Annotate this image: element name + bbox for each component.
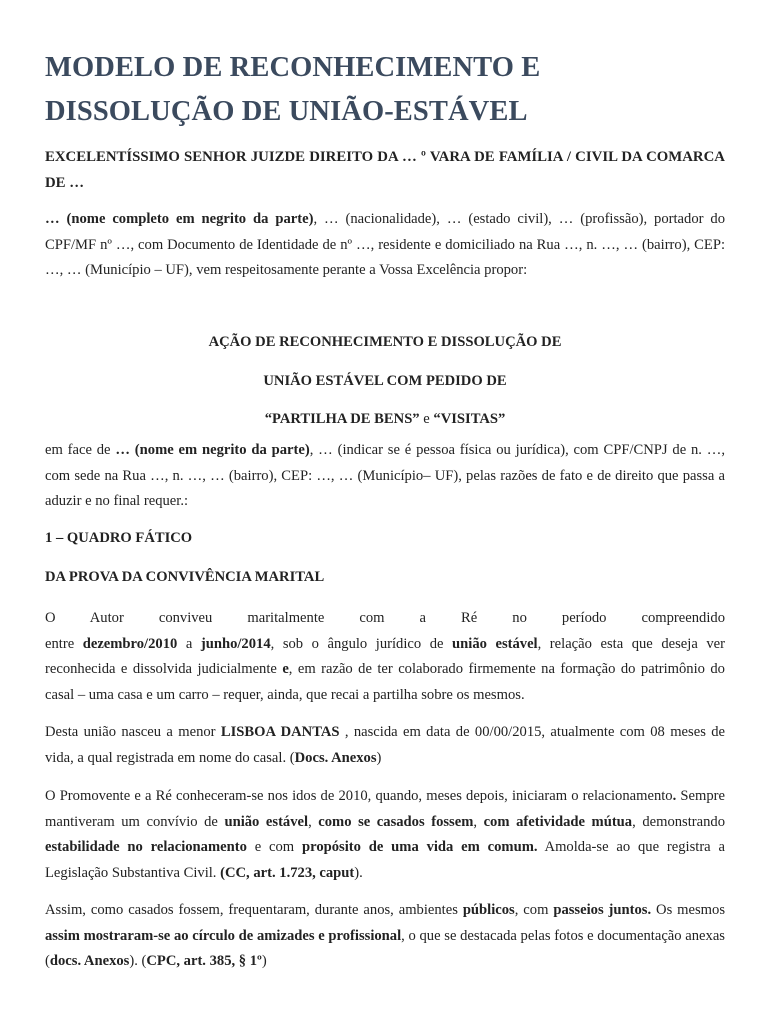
legal-citation: (CC, art. 1.723, caput bbox=[220, 864, 355, 881]
text-run: Amolda-se ao que registra a Legislação Substantiva Civil. bbox=[45, 839, 725, 881]
text-run: , relação esta que deseja ver reconhecida e dissolvida judicialmente bbox=[45, 635, 725, 678]
text-run: ) bbox=[376, 749, 382, 766]
paragraph-relacionamento bbox=[45, 784, 725, 886]
text-run: , sob o ângulo jurídico de bbox=[270, 635, 453, 652]
party-name-placeholder: … (nome completo em negrito da parte) bbox=[45, 211, 314, 227]
text-run: , com bbox=[514, 902, 554, 918]
paragraph-convivencia-line-1: O Autor conviveu maritalmente com a Ré no período compreendido bbox=[45, 610, 725, 626]
text-run: a bbox=[177, 635, 201, 652]
action-title-line-1: AÇÃO DE RECONHECIMENTO E DISSOLUÇÃO DE bbox=[208, 334, 562, 350]
docs-reference: docs. Anexos bbox=[49, 953, 130, 970]
text-run: e com bbox=[246, 839, 302, 856]
action-title-line-2: UNIÃO ESTÁVEL COM PEDIDO DE bbox=[263, 372, 507, 389]
bold-term: e bbox=[282, 661, 289, 678]
against-text: , … (indicar se é pessoa física ou jurídica), com CPF/CNPJ de n. …, com sede na Rua …, n. …, … (bairro), CEP: …, … (Município– UF), pelas razões de fato e de direito que passa a aduzir e no final requer.: bbox=[45, 442, 726, 510]
docs-reference: Docs. Anexos bbox=[294, 749, 377, 766]
text-run: , bbox=[473, 813, 484, 830]
bold-term: estabilidade no relacionamento bbox=[45, 839, 247, 856]
legal-citation: CPC, art. 385, § 1º bbox=[146, 953, 262, 970]
text-run: O Promovente e a Ré conheceram-se nos idos de 2010, quando, meses depois, iniciaram o relacionamento bbox=[45, 788, 673, 804]
bold-term: . bbox=[672, 788, 677, 804]
title-line-1: MODELO DE RECONHECIMENTO E bbox=[45, 52, 541, 83]
text-run: Os mesmos bbox=[651, 902, 726, 918]
against-prefix: em face de bbox=[45, 442, 116, 458]
intro-text: , … (nacionalidade), … (estado civil), … (profissão), portador do CPF/MF nº …, com Documento de Identidade de nº …, residente e domiciliado na Rua …, n. …, … (bairro), CEP: …, … (Município – UF), vem respeitosamente perante a Vossa Excelência propor: bbox=[45, 211, 725, 279]
paragraph-convivencia bbox=[45, 606, 725, 708]
document-title bbox=[45, 46, 735, 134]
text-run: , nascida em data de 00/00/2015, atualmente com 08 meses de vida, a qual registrada em nome do casal. ( bbox=[45, 724, 725, 766]
text-run: Desta união nasceu a menor bbox=[45, 724, 221, 740]
date-end: junho/2014 bbox=[200, 635, 271, 652]
opposing-party-placeholder: … (nome em negrito da parte) bbox=[115, 442, 310, 458]
action-title-partilha: “PARTILHA DE BENS” bbox=[264, 411, 420, 427]
text-run: , demonstrando bbox=[632, 813, 726, 830]
bold-term: união estável bbox=[224, 813, 309, 830]
action-title-line-3 bbox=[45, 400, 725, 439]
against-paragraph bbox=[45, 438, 725, 515]
text-run: , o que se destacada pelas fotos e documentação anexas ( bbox=[45, 927, 725, 970]
text-run: ) bbox=[261, 953, 267, 970]
section-subheading: DA PROVA DA CONVIVÊNCIA MARITAL bbox=[45, 569, 325, 585]
action-title bbox=[45, 323, 725, 439]
text-run: entre bbox=[45, 635, 83, 652]
action-title-visitas: “VISITAS” bbox=[433, 411, 506, 427]
paragraph-filha bbox=[45, 720, 725, 771]
bold-term: união estável bbox=[452, 635, 538, 652]
bold-term: com afetividade mútua bbox=[483, 813, 633, 830]
bold-term: assim mostraram-se ao círculo de amizades e profissional bbox=[45, 927, 402, 944]
text-run: , em razão de ter colaborado firmemente na formação do patrimônio do casal – uma casa e um carro – requer, ainda, que recai a partilha sobre os mesmos. bbox=[45, 661, 725, 703]
bold-term: públicos bbox=[462, 902, 515, 918]
intro-paragraph bbox=[45, 207, 725, 284]
text-run: ). ( bbox=[129, 953, 147, 970]
action-title-connector: e bbox=[419, 411, 434, 427]
bold-term: passeios juntos. bbox=[553, 902, 652, 918]
bold-term: como se casados fossem bbox=[318, 813, 474, 830]
bold-term: propósito de uma vida em comum. bbox=[301, 839, 538, 856]
court-address: EXCELENTÍSSIMO SENHOR JUIZDE DIREITO DA … º VARA DE FAMÍLIA / CIVIL DA COMARCA DE … bbox=[45, 149, 725, 191]
title-line-2: DISSOLUÇÃO DE UNIÃO-ESTÁVEL bbox=[45, 96, 528, 127]
paragraph-publicidade bbox=[45, 898, 725, 975]
text-run: ). bbox=[354, 864, 363, 881]
text-run: Assim, como casados fossem, frequentaram, durante anos, ambientes bbox=[45, 902, 463, 918]
text-run: , bbox=[308, 813, 319, 830]
child-name: LISBOA DANTAS bbox=[220, 724, 340, 740]
text-run: Sempre mantiveram um convívio de bbox=[45, 788, 725, 830]
date-start: dezembro/2010 bbox=[82, 635, 178, 652]
section-heading: 1 – QUADRO FÁTICO bbox=[45, 530, 193, 546]
